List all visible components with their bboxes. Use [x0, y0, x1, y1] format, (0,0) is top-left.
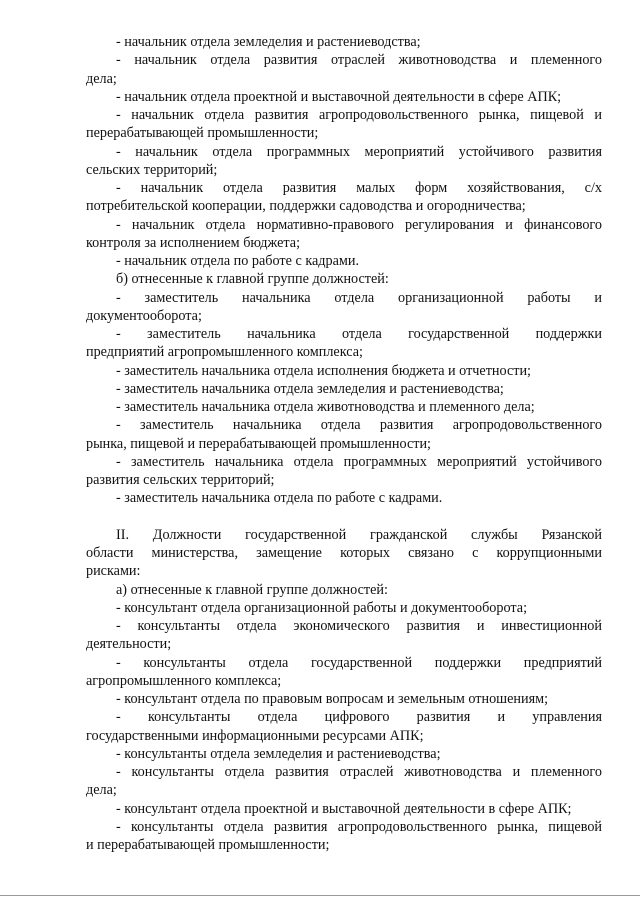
- text-line: предприятий агропромышленного комплекса;: [86, 344, 363, 361]
- text-line: - начальник отдела развития агропродовольственного рынка, пищевой и: [116, 107, 602, 123]
- text-line: - консультанты отдела развития агропродовольственного рынка, пищевой: [116, 818, 602, 835]
- text-line: - консультанты отдела экономического развития и инвестиционной: [116, 618, 602, 634]
- text-line: развития сельских территорий;: [86, 472, 275, 488]
- text-line: - начальник отдела по работе с кадрами.: [116, 253, 360, 269]
- text-line: документооборота;: [86, 307, 202, 324]
- text-line: а) отнесенные к главной группе должностей:: [116, 581, 388, 598]
- text-line: б) отнесенные к главной группе должностей:: [116, 271, 389, 288]
- text-line: сельских территорий;: [86, 161, 218, 178]
- text-line: рынка, пищевой и перерабатывающей промышленности;: [86, 435, 431, 452]
- text-line: - начальник отдела развития отраслей животноводства и племенного: [116, 52, 602, 69]
- text-line: - заместитель начальника отдела исполнения бюджета и отчетности;: [116, 362, 531, 379]
- text-line: государственными информационными ресурсами АПК;: [86, 727, 424, 744]
- text-line: рисками:: [86, 563, 141, 580]
- footer-rule: [0, 895, 640, 896]
- text-line: - начальник отдела программных мероприятий устойчивого развития: [116, 143, 602, 160]
- text-line: II. Должности государственной гражданской службы Рязанской: [116, 526, 602, 543]
- text-line: агропромышленного комплекса;: [86, 672, 282, 689]
- text-line: - начальник отдела нормативно-правового регулирования и финансового: [116, 216, 602, 233]
- text-line: - начальник отдела земледелия и растениеводства;: [116, 34, 421, 50]
- text-line: - консультанты отдела развития отраслей животноводства и племенного: [116, 764, 602, 780]
- text-line: деятельности;: [86, 636, 172, 653]
- text-line: - консультант отдела по правовым вопросам и земельным отношениям;: [116, 691, 549, 707]
- text-line: - консультант отдела проектной и выставочной деятельности в сфере АПК;: [116, 800, 572, 817]
- text-line: контроля за исполнением бюджета;: [86, 234, 301, 251]
- text-line: потребительской кооперации, поддержки садоводства и огородничества;: [86, 198, 526, 215]
- text-line: - заместитель начальника отдела организационной работы и: [116, 289, 602, 306]
- text-line: - заместитель начальника отдела государственной поддержки: [116, 326, 602, 342]
- text-line: дела;: [86, 782, 117, 799]
- text-line: - консультанты отдела государственной поддержки предприятий: [116, 654, 602, 671]
- text-line: [86, 508, 602, 526]
- text-line: - консультанты отдела земледелия и растениеводства;: [116, 745, 441, 762]
- text-line: дела;: [86, 70, 117, 87]
- text-line: - начальник отдела развития малых форм хозяйствования, с/х: [116, 180, 602, 196]
- text-line: перерабатывающей промышленности;: [86, 125, 319, 142]
- text-line: - заместитель начальника отдела развития агропродовольственного: [116, 417, 602, 434]
- text-line: и перерабатывающей промышленности;: [86, 837, 330, 853]
- text-line: - начальник отдела проектной и выставочной деятельности в сфере АПК;: [116, 88, 562, 105]
- text-line: - заместитель начальника отдела программных мероприятий устойчивого: [116, 453, 602, 470]
- text-line: - консультант отдела организационной работы и документооборота;: [116, 599, 528, 616]
- text-line: - заместитель начальника отдела по работе с кадрами.: [116, 490, 443, 507]
- text-line: - консультанты отдела цифрового развития и управления: [116, 709, 602, 726]
- text-line: области министерства, замещение которых связано с коррупционными: [86, 545, 602, 561]
- text-line: - заместитель начальника отдела земледелия и растениеводства;: [116, 380, 504, 397]
- text-line: - заместитель начальника отдела животноводства и племенного дела;: [116, 399, 535, 415]
